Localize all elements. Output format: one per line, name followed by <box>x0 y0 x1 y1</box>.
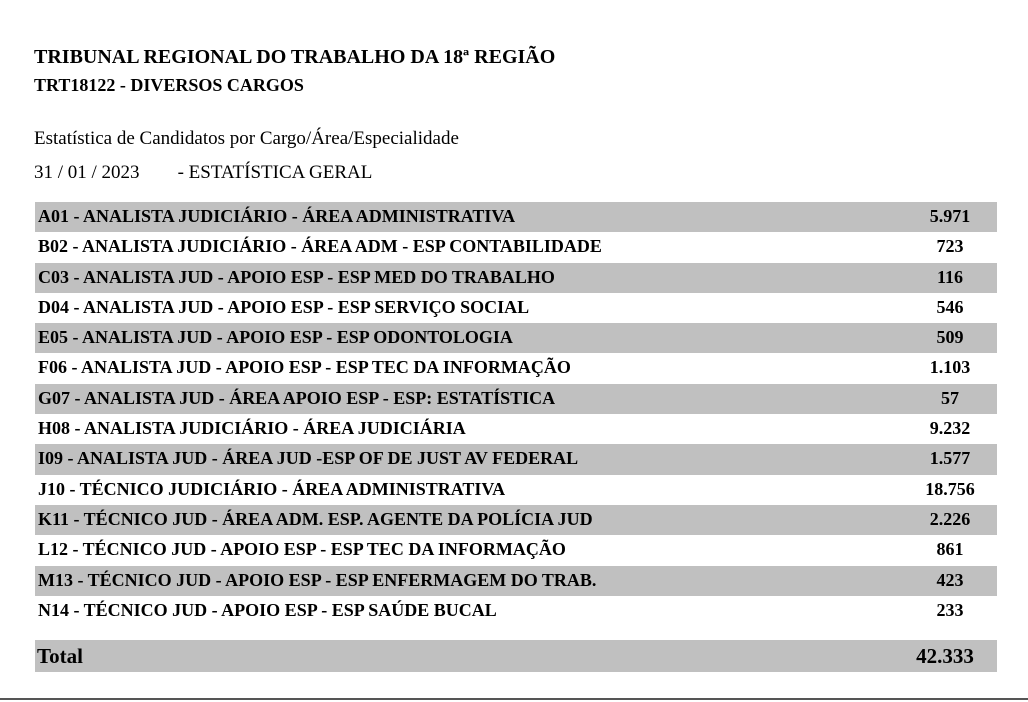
table-row <box>35 535 997 565</box>
table-row <box>35 202 997 232</box>
total-label: Total <box>37 644 83 668</box>
row-label: B02 - ANALISTA JUDICIÁRIO - ÁREA ADM - ESP CONTABILIDADE <box>38 236 602 257</box>
row-value: 1.103 <box>929 357 971 378</box>
row-label: N14 - TÉCNICO JUD - APOIO ESP - ESP SAÚDE BUCAL <box>38 599 497 620</box>
row-value: 57 <box>941 387 959 408</box>
table-row <box>35 475 997 505</box>
row-value: 1.577 <box>929 448 971 469</box>
table-row <box>35 384 997 414</box>
row-value: 2.226 <box>929 508 971 529</box>
row-label: A01 - ANALISTA JUDICIÁRIO - ÁREA ADMINISTRATIVA <box>38 206 516 226</box>
row-label: G07 - ANALISTA JUD - ÁREA APOIO ESP - ESP: ESTATÍSTICA <box>38 387 556 408</box>
row-value: 116 <box>936 266 963 287</box>
row-label: E05 - ANALISTA JUD - APOIO ESP - ESP ODONTOLOGIA <box>38 327 513 348</box>
table-row <box>35 353 997 383</box>
total-value: 42.333 <box>916 644 974 668</box>
total-row <box>35 640 997 672</box>
table-row <box>35 323 997 353</box>
report-type: - ESTATÍSTICA GERAL <box>177 162 373 183</box>
row-value: 233 <box>936 599 964 620</box>
row-label: C03 - ANALISTA JUD - APOIO ESP - ESP MED DO TRABALHO <box>38 266 555 287</box>
report-date-line <box>34 162 372 184</box>
table-row <box>35 444 997 474</box>
row-label: K11 - TÉCNICO JUD - ÁREA ADM. ESP. AGENTE DA POLÍCIA JUD <box>38 508 593 529</box>
row-label: L12 - TÉCNICO JUD - APOIO ESP - ESP TEC DA INFORMAÇÃO <box>38 539 566 560</box>
row-value: 423 <box>936 569 964 590</box>
table-row <box>35 596 997 626</box>
row-label: J10 - TÉCNICO JUDICIÁRIO - ÁREA ADMINISTRATIVA <box>38 478 506 499</box>
table-row <box>35 263 997 293</box>
row-value: 18.756 <box>925 478 975 499</box>
row-value: 9.232 <box>929 418 971 439</box>
report-description: Estatística de Candidatos por Cargo/Área/Especialidade <box>34 128 459 149</box>
table-row <box>35 505 997 535</box>
statistics-table <box>35 202 997 626</box>
bottom-divider <box>0 698 1028 700</box>
page-subtitle: TRT18122 - DIVERSOS CARGOS <box>34 75 304 95</box>
row-label: D04 - ANALISTA JUD - APOIO ESP - ESP SERVIÇO SOCIAL <box>38 296 530 317</box>
row-label: H08 - ANALISTA JUDICIÁRIO - ÁREA JUDICIÁRIA <box>38 418 466 439</box>
report-date: 31 / 01 / 2023 <box>34 162 140 183</box>
table-row <box>35 414 997 444</box>
row-value: 509 <box>936 327 964 348</box>
row-label: F06 - ANALISTA JUD - APOIO ESP - ESP TEC DA INFORMAÇÃO <box>38 357 571 378</box>
row-value: 546 <box>936 296 964 317</box>
page-title: TRIBUNAL REGIONAL DO TRABALHO DA 18ª REGIÃO <box>34 46 556 68</box>
row-value: 861 <box>936 539 964 560</box>
row-value: 5.971 <box>929 206 971 226</box>
row-value: 723 <box>936 236 964 257</box>
table-row <box>35 232 997 262</box>
table-row <box>35 566 997 596</box>
table-row <box>35 293 997 323</box>
row-label: I09 - ANALISTA JUD - ÁREA JUD -ESP OF DE JUST AV FEDERAL <box>38 448 579 469</box>
row-label: M13 - TÉCNICO JUD - APOIO ESP - ESP ENFERMAGEM DO TRAB. <box>38 569 597 590</box>
